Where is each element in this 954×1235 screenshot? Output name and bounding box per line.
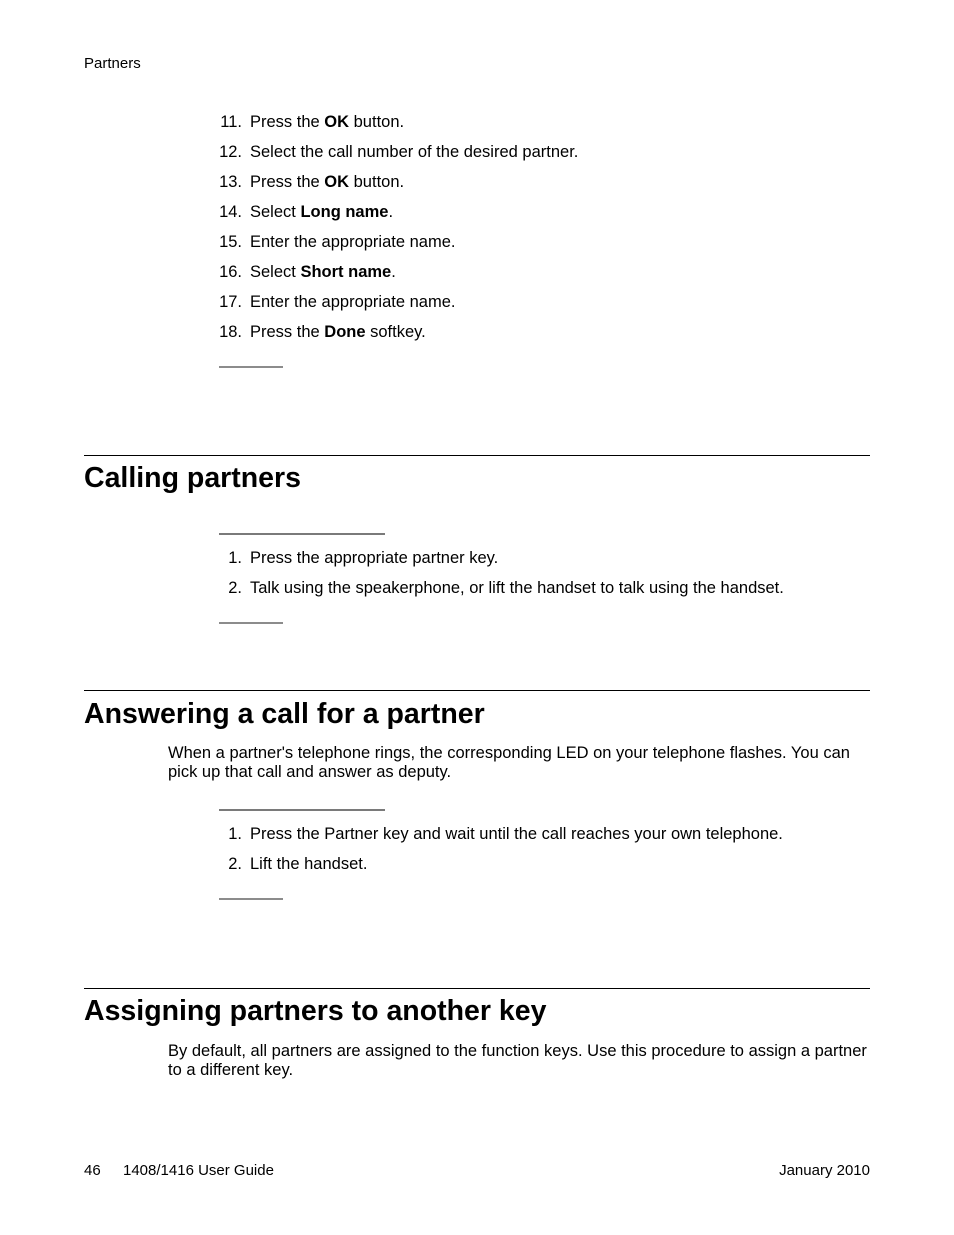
procedure-steps-continued <box>218 113 858 353</box>
procedure-end-rule <box>219 898 283 900</box>
step-text-end: button. <box>349 173 405 191</box>
section-divider <box>84 455 870 456</box>
step-text: Select the call number of the desired partner. <box>250 143 579 161</box>
step-text-end: . <box>388 203 394 221</box>
step-ui-term: Short name <box>300 263 392 281</box>
step-text: Press the <box>250 323 325 341</box>
step-text: Lift the handset. <box>250 855 368 873</box>
step-text: Enter the appropriate name. <box>250 293 456 311</box>
step-text: Select <box>250 263 301 281</box>
step-text: Press the <box>250 113 325 131</box>
step-ui-term: Done <box>324 323 366 341</box>
step-number: 17. <box>219 293 242 311</box>
step-2 <box>218 855 858 885</box>
procedure-end-rule <box>219 622 283 624</box>
step-text-end: softkey. <box>365 323 426 341</box>
step-number: 2. <box>228 855 242 873</box>
step-number: 14. <box>219 203 242 221</box>
step-number: 2. <box>228 579 242 597</box>
step-number: 15. <box>219 233 242 251</box>
document-title: 1408/1416 User Guide <box>123 1162 274 1179</box>
procedure-start-rule <box>219 533 385 535</box>
step-number: 11. <box>220 113 242 131</box>
step-ui-term: OK <box>324 173 350 191</box>
step-ui-term: Long name <box>300 203 389 221</box>
step-number: 16. <box>219 263 242 281</box>
step-14 <box>218 203 858 233</box>
step-number: 1. <box>228 825 242 843</box>
section-divider <box>84 988 870 989</box>
step-11 <box>218 113 858 143</box>
step-2 <box>218 579 858 609</box>
step-text: Press the <box>250 173 325 191</box>
step-text-end: button. <box>349 113 405 131</box>
running-header: Partners <box>84 55 141 72</box>
step-ui-term: OK <box>324 113 350 131</box>
section-title-calling-partners: Calling partners <box>84 462 301 494</box>
step-12 <box>218 143 858 173</box>
step-text-end: . <box>391 263 396 281</box>
step-number: 18. <box>219 323 242 341</box>
step-text: Talk using the speakerphone, or lift the handset to talk using the handset. <box>250 579 784 597</box>
section-intro-paragraph: When a partner's telephone rings, the corresponding LED on your telephone flashes. You can pick up that call and answer as deputy. <box>168 744 850 781</box>
step-15 <box>218 233 858 263</box>
page-number: 46 <box>84 1162 101 1179</box>
step-18 <box>218 323 858 353</box>
step-13 <box>218 173 858 203</box>
step-text: Press the Partner key and wait until the call reaches your own telephone. <box>250 825 783 843</box>
section-divider <box>84 690 870 691</box>
step-number: 13. <box>219 173 242 191</box>
calling-steps <box>218 549 858 609</box>
step-number: 12. <box>219 143 242 161</box>
step-text: Enter the appropriate name. <box>250 233 456 251</box>
step-text: Press the appropriate partner key. <box>250 549 499 567</box>
procedure-end-rule <box>219 366 283 368</box>
procedure-start-rule <box>219 809 385 811</box>
section-title-assigning-partners: Assigning partners to another key <box>84 995 547 1027</box>
step-17 <box>218 293 858 323</box>
section-title-answering-call: Answering a call for a partner <box>84 698 485 730</box>
answering-steps <box>218 825 858 885</box>
publication-date: January 2010 <box>779 1162 870 1179</box>
step-text: Select <box>250 203 301 221</box>
step-16 <box>218 263 858 293</box>
step-number: 1. <box>228 549 242 567</box>
section-intro-paragraph: By default, all partners are assigned to the function keys. Use this procedure to assign a partner to a different key. <box>168 1042 867 1079</box>
step-1 <box>218 549 858 579</box>
step-1 <box>218 825 858 855</box>
